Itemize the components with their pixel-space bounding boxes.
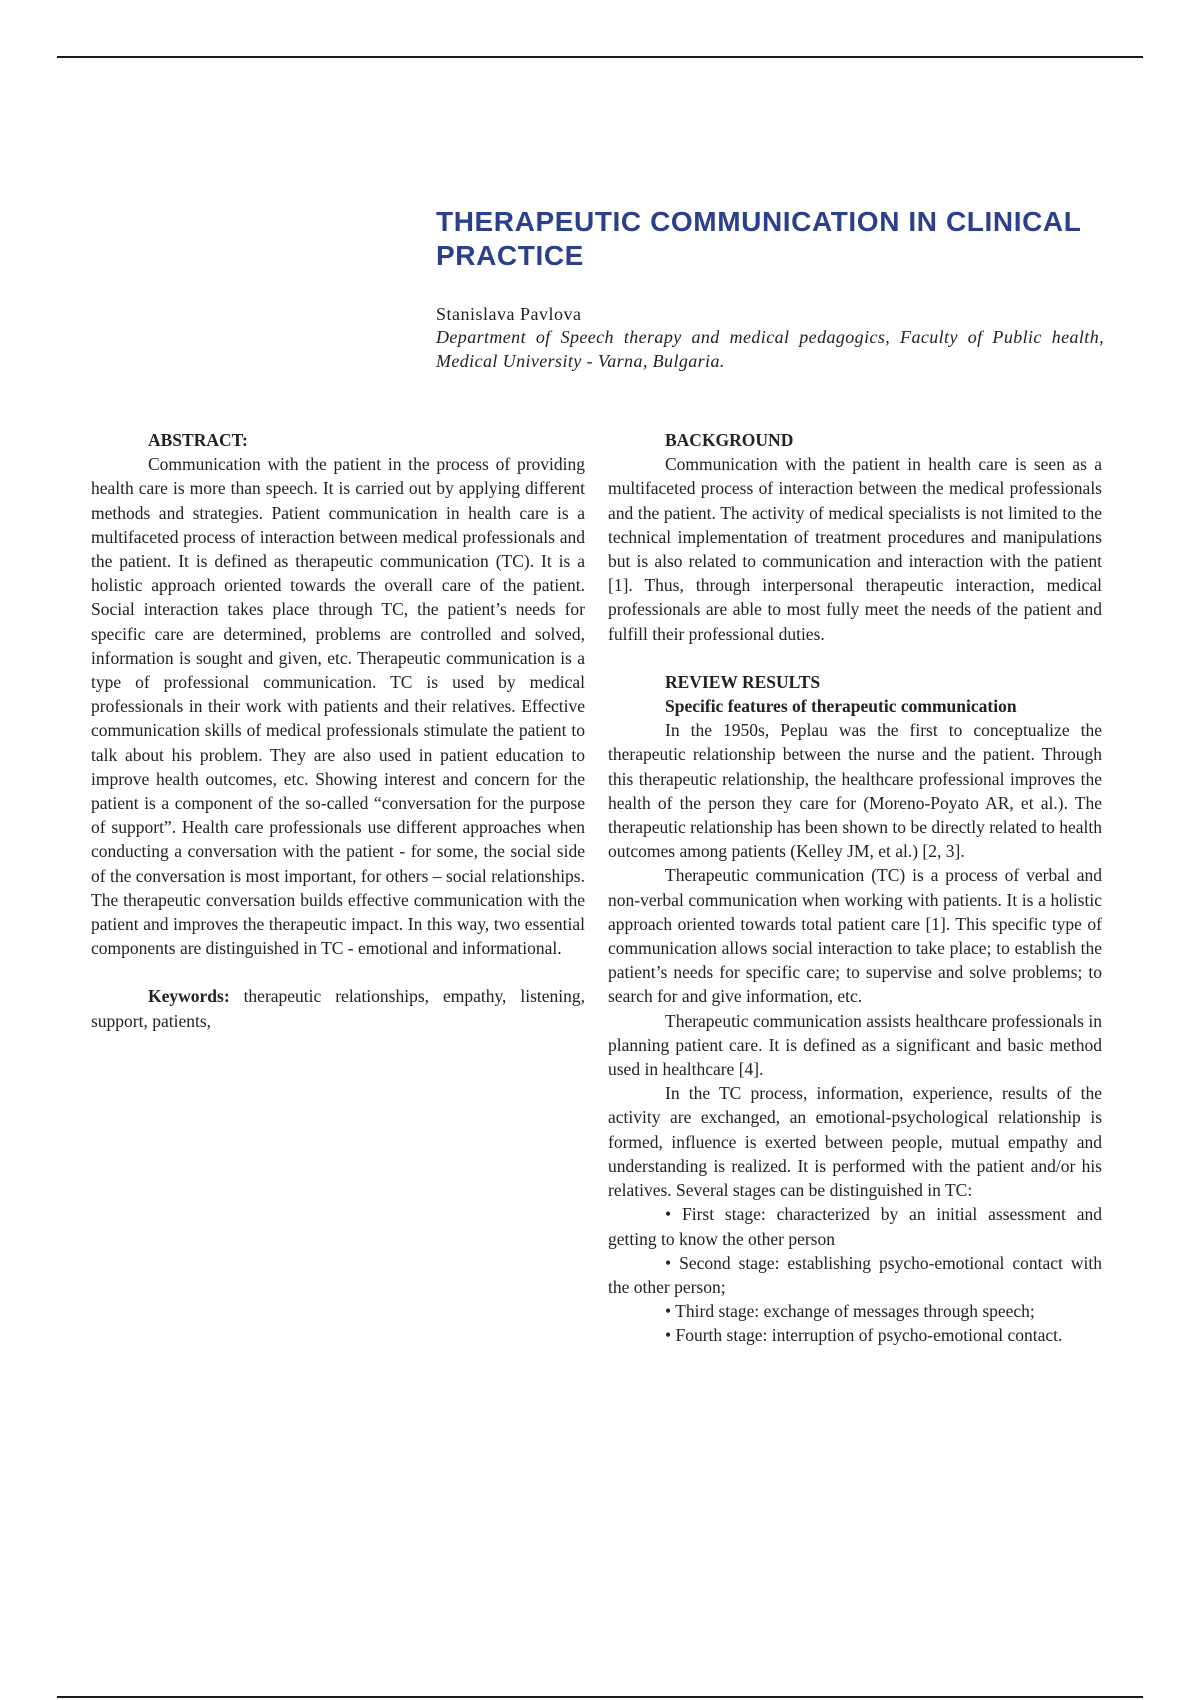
author-affiliation: Department of Speech therapy and medical pedagogics, Faculty of Public health, Medical University - Varna, Bulgaria. bbox=[436, 327, 1104, 371]
stage-item: • Second stage: establishing psycho-emotional contact with the other person; bbox=[608, 1252, 1102, 1297]
spacer bbox=[91, 960, 585, 984]
stage-item: • Fourth stage: interruption of psycho-emotional contact. bbox=[665, 1325, 1063, 1346]
abstract-heading: ABSTRACT: bbox=[148, 430, 248, 450]
abstract-text: Communication with the patient in the process of providing health care is more than speech. It is carried out by applying different methods and strategies. Patient communication in health care is a multifaceted process of interaction between medical professionals and the patient. It is defined as therapeutic communication (TC). It is a holistic approach oriented towards the overall care of the patient. Social interaction takes place through TC, the patient’s needs for specific care are determined, problems are controlled and solved, information is sought and given, etc. Therapeutic communication is a type of professional communication. TC is used by medical professionals in their work with patients and their relatives. Effective communication skills of medical professionals stimulate the patient to talk about his problem. They are also used in patient education to improve health outcomes, etc. Showing interest and concern for the patient is a component of the so-called “conversation for the purpose of support”. Health care professionals use different approaches when conducting a conversation with the patient - for some, the social side of the conversation is most important, for others – social relationships. The therapeutic conversation builds effective communication with the patient and improves the therapeutic impact. In this way, two essential components are distinguished in TC - emotional and informational. bbox=[91, 454, 585, 959]
keywords-text: therapeutic relationships, empathy, listening, support, patients, bbox=[91, 986, 585, 1031]
stage-item: • First stage: characterized by an initial assessment and getting to know the other person bbox=[608, 1204, 1102, 1249]
background-text: Communication with the patient in health care is seen as a multifaceted process of interaction between the medical professionals and the patient. The activity of medical specialists is not limited to the technical implementation of treatment procedures and manipulations but is also related to communication and interaction with the patient [1]. Thus, through interpersonal therapeutic interaction, medical professionals are able to most fully meet the needs of the patient and fulfill their professional duties. bbox=[608, 454, 1102, 644]
bottom-rule bbox=[57, 1696, 1143, 1698]
stage-item: • Third stage: exchange of messages through speech; bbox=[665, 1301, 1035, 1322]
left-column bbox=[91, 428, 585, 1033]
right-column bbox=[608, 428, 1102, 1348]
top-rule bbox=[57, 56, 1143, 58]
review-heading: REVIEW RESULTS bbox=[665, 671, 821, 692]
review-paragraph: Therapeutic communication (TC) is a process of verbal and non-verbal communication when working with patients. It is a holistic approach oriented towards total patient care [1]. This specific type of communication allows social interaction to take place; to establish the patient’s needs for specific care; to supervise and solve problems; to search for and give information, etc. bbox=[608, 865, 1102, 1007]
article-title: THERAPEUTIC COMMUNICATION IN CLINICAL PRACTICE bbox=[436, 206, 1081, 271]
author-name: Stanislava Pavlova bbox=[436, 304, 582, 324]
review-paragraph: In the 1950s, Peplau was the first to conceptualize the therapeutic relationship between the nurse and the patient. Through this therapeutic relationship, the healthcare professional improves the health of the person they care for (Moreno-Poyato AR, et al.). The therapeutic relationship has been shown to be directly related to health outcomes among patients (Kelley JM, et al.) [2, 3]. bbox=[608, 720, 1102, 862]
keywords-label: Keywords: bbox=[148, 986, 230, 1007]
review-paragraph: In the TC process, information, experience, results of the activity are exchanged, an emotional-psychological relationship is formed, influence is exerted between people, mutual empathy and understanding is realized. It is performed with the patient and/or his relatives. Several stages can be distinguished in TC: bbox=[608, 1083, 1102, 1201]
review-paragraph: Therapeutic communication assists healthcare professionals in planning patient care. It is defined as a significant and basic method used in healthcare [4]. bbox=[608, 1010, 1102, 1080]
background-heading: BACKGROUND bbox=[665, 430, 794, 450]
spacer bbox=[608, 646, 1102, 670]
review-subheading: Specific features of therapeutic communication bbox=[665, 696, 1017, 717]
keywords bbox=[91, 984, 585, 1032]
